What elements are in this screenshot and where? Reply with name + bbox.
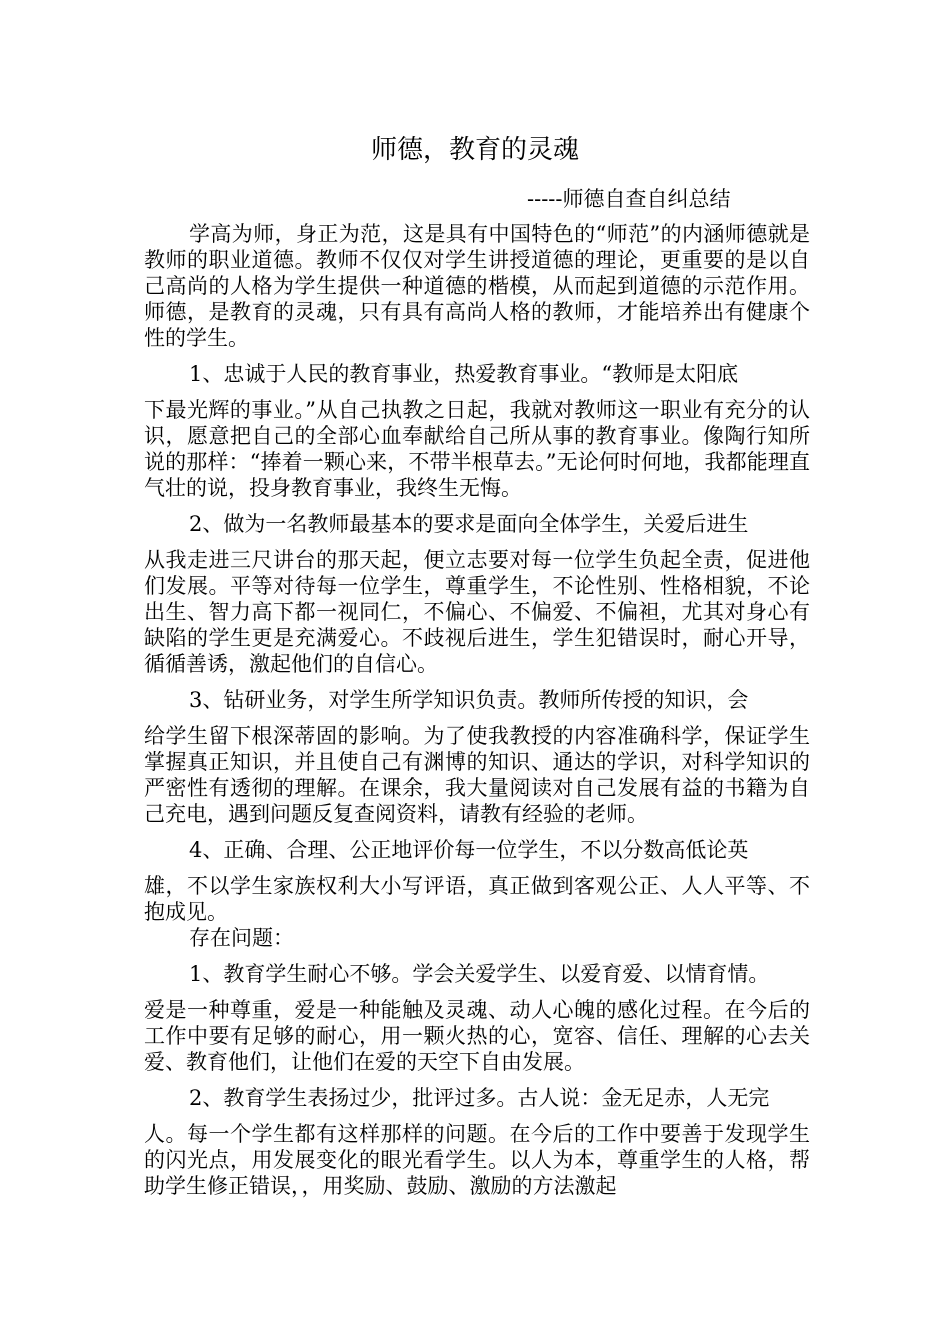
problem-2-rest: 人。每一个学生都有这样那样的问题。在今后的工作中要善于发现学生的闪光点，用发展变化的眼光看学生。以人为本，尊重学生的人格，帮助学生修正错误，，用奖励、鼓励、激励的方法激起	[144, 1122, 810, 1198]
problem-1-rest: 爱是一种尊重，爱是一种能触及灵魂、动人心魄的感化过程。在今后的工作中要有足够的耐心，用一颗火热的心，宽容、信任、理解的心去关爱、教育他们，让他们在爱的天空下自由发展。	[144, 998, 810, 1074]
problems-heading: 存在问题：	[189, 926, 294, 950]
item-1-first-line: 1、忠诚于人民的教育事业，热爱教育事业。“教师是太阳底	[189, 362, 739, 386]
problem-paragraph-1	[144, 961, 810, 1075]
document-subtitle: -----师德自查自纠总结	[527, 187, 731, 211]
item-4-rest: 雄，不以学生家族权利大小写评语，真正做到客观公正、人人平等、不抱成见。	[144, 874, 810, 924]
item-paragraph-3	[144, 687, 810, 827]
item-2-rest: 从我走进三尺讲台的那天起，便立志要对每一位学生负起全责，促进他们发展。平等对待每一位学生，尊重学生，不论性别、性格相貌，不论出生、智力高下都一视同仁，不偏心、不偏爱、不偏袒，尤其对身心有缺陷的学生更是充满爱心。不歧视后进生，学生犯错误时，耐心开导，循循善诱，激起他们的自信心。	[144, 548, 810, 676]
problem-paragraph-2	[144, 1085, 810, 1199]
item-paragraph-2	[144, 511, 810, 677]
item-3-first-line: 3、钻研业务，对学生所学知识负责。教师所传授的知识，会	[189, 688, 749, 712]
item-4-first-line: 4、正确、合理、公正地评价每一位学生，不以分数高低论英	[189, 838, 749, 862]
item-2-first-line: 2、做为一名教师最基本的要求是面向全体学生，关爱后进生	[189, 512, 749, 536]
item-paragraph-1	[144, 361, 810, 501]
document-title: 师德，教育的灵魂	[370, 135, 579, 165]
problem-2-first-line: 2、教育学生表扬过少，批评过多。古人说：金无足赤，人无完	[189, 1086, 770, 1110]
problem-1-first-line: 1、教育学生耐心不够。学会关爱学生、以爱育爱、以情育情。	[189, 962, 770, 986]
document-body	[144, 221, 810, 1199]
item-paragraph-4	[144, 837, 810, 925]
intro-paragraph: 学高为师，身正为范，这是具有中国特色的“师范”的内涵师德就是教师的职业道德。教师不仅仅对学生讲授道德的理论，更重要的是以自己高尚的人格为学生提供一种道德的楷模，从而起到道德的示范作用。师德，是教育的灵魂，只有具有高尚人格的教师，才能培养出有健康个性的学生。	[144, 222, 810, 350]
item-3-rest: 给学生留下根深蒂固的影响。为了使我教授的内容准确科学，保证学生掌握真正知识，并且使自己有渊博的知识、通达的学识，对科学知识的严密性有透彻的理解。在课余，我大量阅读对自己发展有益的书籍为自己充电，遇到问题反复查阅资料，请教有经验的老师。	[144, 724, 810, 826]
item-1-rest: 下最光辉的事业。”从自己执教之日起，我就对教师这一职业有充分的认识，愿意把自己的全部心血奉献给自己所从事的教育事业。像陶行知所说的那样：“捧着一颗心来，不带半根草去。”无论何时何地，我都能理直气壮的说，投身教育事业，我终生无悔。	[144, 398, 810, 500]
